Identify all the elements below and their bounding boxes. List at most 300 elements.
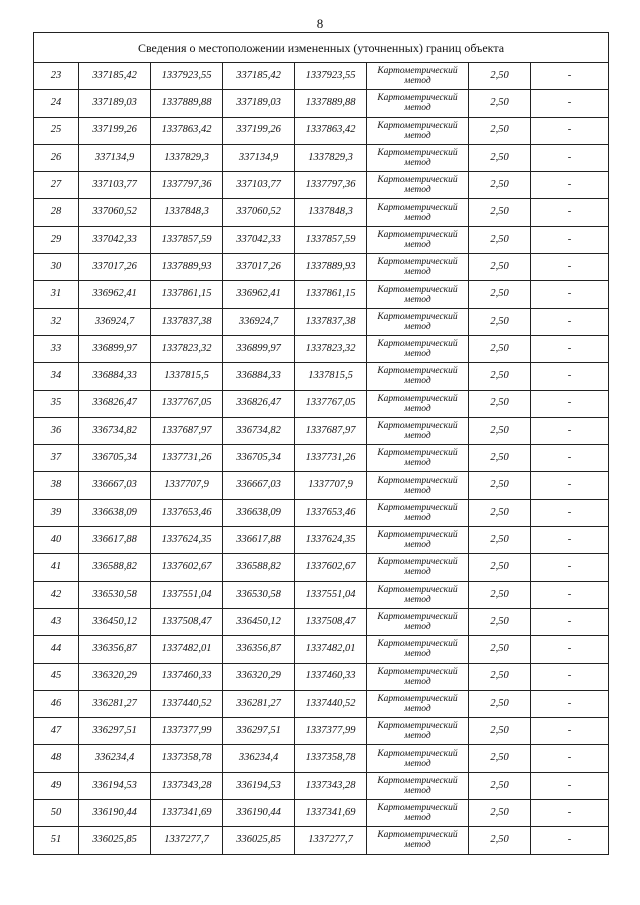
existing-x-cell: 336530,58 [79, 581, 151, 608]
description-cell: - [531, 390, 609, 417]
description-cell: - [531, 417, 609, 444]
existing-y-cell: 1337923,55 [151, 63, 223, 90]
new-x-cell: 337042,33 [223, 226, 295, 253]
method-line-1: Картометрический [377, 830, 458, 841]
accuracy-cell: 2,50 [469, 636, 531, 663]
existing-x-cell: 337042,33 [79, 226, 151, 253]
existing-y-cell: 1337377,99 [151, 718, 223, 745]
accuracy-cell: 2,50 [469, 827, 531, 854]
existing-y-cell: 1337602,67 [151, 554, 223, 581]
method-line-2: метод [404, 267, 431, 278]
accuracy-cell: 2,50 [469, 363, 531, 390]
table-row [34, 718, 609, 745]
method-line-2: метод [404, 703, 431, 714]
accuracy-cell: 2,50 [469, 199, 531, 226]
point-number-cell: 26 [34, 144, 79, 171]
new-y-cell: 1337687,97 [295, 417, 367, 444]
new-y-cell: 1337602,67 [295, 554, 367, 581]
accuracy-cell: 2,50 [469, 90, 531, 117]
point-number-cell: 43 [34, 608, 79, 635]
new-x-cell: 337185,42 [223, 63, 295, 90]
table-row [34, 445, 609, 472]
new-y-cell: 1337482,01 [295, 636, 367, 663]
accuracy-cell: 2,50 [469, 308, 531, 335]
accuracy-cell: 2,50 [469, 718, 531, 745]
existing-y-cell: 1337440,52 [151, 690, 223, 717]
existing-y-cell: 1337460,33 [151, 663, 223, 690]
method-cell [367, 745, 469, 772]
description-cell: - [531, 772, 609, 799]
existing-y-cell: 1337857,59 [151, 226, 223, 253]
table-row [34, 281, 609, 308]
new-x-cell: 336667,03 [223, 472, 295, 499]
description-cell: - [531, 363, 609, 390]
existing-x-cell: 336826,47 [79, 390, 151, 417]
point-number-cell: 27 [34, 172, 79, 199]
description-cell: - [531, 581, 609, 608]
point-number-cell: 42 [34, 581, 79, 608]
table-row [34, 581, 609, 608]
description-cell: - [531, 199, 609, 226]
new-y-cell: 1337848,3 [295, 199, 367, 226]
existing-x-cell: 336588,82 [79, 554, 151, 581]
existing-x-cell: 337199,26 [79, 117, 151, 144]
existing-y-cell: 1337508,47 [151, 608, 223, 635]
new-y-cell: 1337358,78 [295, 745, 367, 772]
table-row [34, 499, 609, 526]
existing-y-cell: 1337343,28 [151, 772, 223, 799]
method-line-1: Картометрический [377, 639, 458, 650]
new-x-cell: 337199,26 [223, 117, 295, 144]
new-y-cell: 1337889,93 [295, 254, 367, 281]
point-number-cell: 51 [34, 827, 79, 854]
table-row [34, 690, 609, 717]
new-x-cell: 336899,97 [223, 335, 295, 362]
existing-y-cell: 1337837,38 [151, 308, 223, 335]
new-y-cell: 1337797,36 [295, 172, 367, 199]
new-x-cell: 336356,87 [223, 636, 295, 663]
new-x-cell: 337017,26 [223, 254, 295, 281]
table-row [34, 800, 609, 827]
existing-x-cell: 336450,12 [79, 608, 151, 635]
accuracy-cell: 2,50 [469, 527, 531, 554]
accuracy-cell: 2,50 [469, 581, 531, 608]
method-line-2: метод [404, 649, 431, 660]
new-x-cell: 336320,29 [223, 663, 295, 690]
method-line-1: Картометрический [377, 284, 458, 295]
method-line-1: Картометрический [377, 693, 458, 704]
accuracy-cell: 2,50 [469, 254, 531, 281]
existing-y-cell: 1337861,15 [151, 281, 223, 308]
method-line-1: Картометрический [377, 229, 458, 240]
accuracy-cell: 2,50 [469, 663, 531, 690]
method-cell [367, 800, 469, 827]
new-y-cell: 1337551,04 [295, 581, 367, 608]
new-x-cell: 336588,82 [223, 554, 295, 581]
method-line-2: метод [404, 403, 431, 414]
table-row [34, 417, 609, 444]
table-title: Сведения о местоположении измененных (уточненных) границ объекта [34, 33, 609, 63]
existing-y-cell: 1337767,05 [151, 390, 223, 417]
existing-x-cell: 336297,51 [79, 718, 151, 745]
existing-x-cell: 337185,42 [79, 63, 151, 90]
method-line-1: Картометрический [377, 721, 458, 732]
method-cell [367, 581, 469, 608]
existing-x-cell: 336356,87 [79, 636, 151, 663]
description-cell: - [531, 445, 609, 472]
accuracy-cell: 2,50 [469, 472, 531, 499]
description-cell: - [531, 308, 609, 335]
existing-x-cell: 336190,44 [79, 800, 151, 827]
new-y-cell: 1337767,05 [295, 390, 367, 417]
method-cell [367, 499, 469, 526]
method-line-1: Картометрический [377, 530, 458, 541]
method-line-2: метод [404, 785, 431, 796]
description-cell: - [531, 636, 609, 663]
table-title-row [34, 33, 609, 63]
new-x-cell: 336826,47 [223, 390, 295, 417]
method-cell [367, 144, 469, 171]
new-y-cell: 1337823,32 [295, 335, 367, 362]
method-line-1: Картометрический [377, 666, 458, 677]
method-line-1: Картометрический [377, 66, 458, 77]
existing-y-cell: 1337889,88 [151, 90, 223, 117]
existing-x-cell: 336884,33 [79, 363, 151, 390]
method-cell [367, 281, 469, 308]
table-row [34, 608, 609, 635]
method-line-2: метод [404, 485, 431, 496]
method-cell [367, 608, 469, 635]
description-cell: - [531, 144, 609, 171]
description-cell: - [531, 472, 609, 499]
method-line-2: метод [404, 103, 431, 114]
new-x-cell: 336705,34 [223, 445, 295, 472]
table-row [34, 90, 609, 117]
table-row [34, 308, 609, 335]
description-cell: - [531, 663, 609, 690]
point-number-cell: 36 [34, 417, 79, 444]
accuracy-cell: 2,50 [469, 800, 531, 827]
description-cell: - [531, 527, 609, 554]
existing-y-cell: 1337653,46 [151, 499, 223, 526]
point-number-cell: 33 [34, 335, 79, 362]
method-cell [367, 90, 469, 117]
method-cell [367, 690, 469, 717]
new-x-cell: 336617,88 [223, 527, 295, 554]
description-cell: - [531, 226, 609, 253]
method-line-1: Картометрический [377, 257, 458, 268]
existing-x-cell: 336025,85 [79, 827, 151, 854]
new-y-cell: 1337377,99 [295, 718, 367, 745]
new-y-cell: 1337857,59 [295, 226, 367, 253]
existing-y-cell: 1337707,9 [151, 472, 223, 499]
new-y-cell: 1337861,15 [295, 281, 367, 308]
point-number-cell: 40 [34, 527, 79, 554]
method-line-1: Картометрический [377, 311, 458, 322]
table-row [34, 144, 609, 171]
method-cell [367, 199, 469, 226]
table-row [34, 745, 609, 772]
accuracy-cell: 2,50 [469, 417, 531, 444]
method-cell [367, 390, 469, 417]
existing-x-cell: 336320,29 [79, 663, 151, 690]
existing-y-cell: 1337823,32 [151, 335, 223, 362]
accuracy-cell: 2,50 [469, 499, 531, 526]
table-row [34, 663, 609, 690]
new-x-cell: 336190,44 [223, 800, 295, 827]
new-y-cell: 1337837,38 [295, 308, 367, 335]
table-row [34, 117, 609, 144]
method-line-2: метод [404, 758, 431, 769]
description-cell: - [531, 335, 609, 362]
new-y-cell: 1337829,3 [295, 144, 367, 171]
point-number-cell: 32 [34, 308, 79, 335]
point-number-cell: 45 [34, 663, 79, 690]
existing-x-cell: 336899,97 [79, 335, 151, 362]
point-number-cell: 23 [34, 63, 79, 90]
table-row [34, 335, 609, 362]
description-cell: - [531, 117, 609, 144]
table-row [34, 772, 609, 799]
table-row [34, 527, 609, 554]
new-y-cell: 1337815,5 [295, 363, 367, 390]
method-cell [367, 554, 469, 581]
new-y-cell: 1337508,47 [295, 608, 367, 635]
method-cell [367, 117, 469, 144]
new-y-cell: 1337923,55 [295, 63, 367, 90]
method-line-1: Картометрический [377, 202, 458, 213]
method-line-1: Картометрический [377, 557, 458, 568]
new-x-cell: 336234,4 [223, 745, 295, 772]
description-cell: - [531, 63, 609, 90]
point-number-cell: 35 [34, 390, 79, 417]
existing-y-cell: 1337829,3 [151, 144, 223, 171]
method-line-1: Картометрический [377, 748, 458, 759]
existing-y-cell: 1337848,3 [151, 199, 223, 226]
method-line-1: Картометрический [377, 175, 458, 186]
new-y-cell: 1337440,52 [295, 690, 367, 717]
point-number-cell: 37 [34, 445, 79, 472]
new-y-cell: 1337624,35 [295, 527, 367, 554]
existing-x-cell: 337189,03 [79, 90, 151, 117]
point-number-cell: 39 [34, 499, 79, 526]
method-cell [367, 636, 469, 663]
point-number-cell: 31 [34, 281, 79, 308]
method-cell [367, 363, 469, 390]
accuracy-cell: 2,50 [469, 445, 531, 472]
method-line-2: метод [404, 158, 431, 169]
method-line-2: метод [404, 76, 431, 87]
method-line-2: метод [404, 813, 431, 824]
accuracy-cell: 2,50 [469, 690, 531, 717]
table-row [34, 827, 609, 854]
existing-y-cell: 1337797,36 [151, 172, 223, 199]
point-number-cell: 25 [34, 117, 79, 144]
method-cell [367, 308, 469, 335]
method-line-1: Картометрический [377, 93, 458, 104]
method-line-1: Картометрический [377, 502, 458, 513]
accuracy-cell: 2,50 [469, 281, 531, 308]
method-cell [367, 335, 469, 362]
existing-y-cell: 1337482,01 [151, 636, 223, 663]
new-y-cell: 1337343,28 [295, 772, 367, 799]
new-x-cell: 336025,85 [223, 827, 295, 854]
description-cell: - [531, 745, 609, 772]
existing-x-cell: 336638,09 [79, 499, 151, 526]
method-line-2: метод [404, 731, 431, 742]
existing-y-cell: 1337551,04 [151, 581, 223, 608]
method-line-1: Картометрический [377, 803, 458, 814]
point-number-cell: 29 [34, 226, 79, 253]
new-x-cell: 336734,82 [223, 417, 295, 444]
table-row [34, 199, 609, 226]
existing-y-cell: 1337277,7 [151, 827, 223, 854]
point-number-cell: 28 [34, 199, 79, 226]
description-cell: - [531, 800, 609, 827]
method-line-2: метод [404, 567, 431, 578]
new-x-cell: 336962,41 [223, 281, 295, 308]
method-line-1: Картометрический [377, 775, 458, 786]
description-cell: - [531, 90, 609, 117]
existing-x-cell: 336281,27 [79, 690, 151, 717]
point-number-cell: 49 [34, 772, 79, 799]
new-y-cell: 1337653,46 [295, 499, 367, 526]
new-x-cell: 336638,09 [223, 499, 295, 526]
method-cell [367, 445, 469, 472]
table-row [34, 63, 609, 90]
point-number-cell: 34 [34, 363, 79, 390]
table-row [34, 472, 609, 499]
method-line-2: метод [404, 294, 431, 305]
new-x-cell: 337060,52 [223, 199, 295, 226]
method-line-2: метод [404, 431, 431, 441]
table-row [34, 390, 609, 417]
method-line-1: Картометрический [377, 339, 458, 350]
new-x-cell: 337189,03 [223, 90, 295, 117]
new-x-cell: 336194,53 [223, 772, 295, 799]
method-line-1: Картометрический [377, 475, 458, 486]
method-cell [367, 663, 469, 690]
description-cell: - [531, 254, 609, 281]
method-line-1: Картометрический [377, 448, 458, 459]
method-cell [367, 527, 469, 554]
point-number-cell: 38 [34, 472, 79, 499]
existing-y-cell: 1337815,5 [151, 363, 223, 390]
method-line-1: Картометрический [377, 366, 458, 377]
method-line-1: Картометрический [377, 584, 458, 595]
point-number-cell: 47 [34, 718, 79, 745]
table-row [34, 636, 609, 663]
method-cell [367, 226, 469, 253]
method-cell [367, 718, 469, 745]
new-y-cell: 1337889,88 [295, 90, 367, 117]
table-row [34, 554, 609, 581]
accuracy-cell: 2,50 [469, 608, 531, 635]
description-cell: - [531, 554, 609, 581]
table-row [34, 254, 609, 281]
method-cell [367, 827, 469, 854]
existing-y-cell: 1337687,97 [151, 417, 223, 444]
description-cell: - [531, 718, 609, 745]
accuracy-cell: 2,50 [469, 63, 531, 90]
existing-x-cell: 336962,41 [79, 281, 151, 308]
method-line-2: метод [404, 376, 431, 387]
table-row [34, 363, 609, 390]
description-cell: - [531, 499, 609, 526]
existing-x-cell: 336234,4 [79, 745, 151, 772]
accuracy-cell: 2,50 [469, 144, 531, 171]
method-line-2: метод [404, 321, 431, 332]
new-y-cell: 1337277,7 [295, 827, 367, 854]
existing-y-cell: 1337358,78 [151, 745, 223, 772]
description-cell: - [531, 690, 609, 717]
existing-x-cell: 337017,26 [79, 254, 151, 281]
existing-x-cell: 336734,82 [79, 417, 151, 444]
point-number-cell: 50 [34, 800, 79, 827]
new-y-cell: 1337707,9 [295, 472, 367, 499]
existing-x-cell: 336705,34 [79, 445, 151, 472]
method-line-2: метод [404, 840, 431, 851]
existing-y-cell: 1337889,93 [151, 254, 223, 281]
method-line-2: метод [404, 512, 431, 523]
new-y-cell: 1337341,69 [295, 800, 367, 827]
accuracy-cell: 2,50 [469, 554, 531, 581]
boundary-coordinates-table [33, 32, 609, 855]
new-x-cell: 336884,33 [223, 363, 295, 390]
description-cell: - [531, 281, 609, 308]
existing-y-cell: 1337341,69 [151, 800, 223, 827]
point-number-cell: 44 [34, 636, 79, 663]
new-x-cell: 336450,12 [223, 608, 295, 635]
new-x-cell: 337134,9 [223, 144, 295, 171]
point-number-cell: 41 [34, 554, 79, 581]
method-cell [367, 472, 469, 499]
new-x-cell: 336530,58 [223, 581, 295, 608]
new-y-cell: 1337731,26 [295, 445, 367, 472]
point-number-cell: 30 [34, 254, 79, 281]
method-cell [367, 417, 469, 444]
new-x-cell: 336281,27 [223, 690, 295, 717]
description-cell: - [531, 827, 609, 854]
method-cell [367, 63, 469, 90]
table-row [34, 226, 609, 253]
accuracy-cell: 2,50 [469, 772, 531, 799]
new-x-cell: 337103,77 [223, 172, 295, 199]
new-x-cell: 336924,7 [223, 308, 295, 335]
point-number-cell: 46 [34, 690, 79, 717]
existing-y-cell: 1337863,42 [151, 117, 223, 144]
point-number-cell: 24 [34, 90, 79, 117]
existing-x-cell: 336194,53 [79, 772, 151, 799]
existing-x-cell: 336667,03 [79, 472, 151, 499]
existing-x-cell: 336924,7 [79, 308, 151, 335]
point-number-cell: 48 [34, 745, 79, 772]
description-cell: - [531, 172, 609, 199]
method-line-2: метод [404, 594, 431, 605]
method-line-2: метод [404, 540, 431, 551]
existing-x-cell: 337060,52 [79, 199, 151, 226]
existing-x-cell: 336617,88 [79, 527, 151, 554]
new-y-cell: 1337460,33 [295, 663, 367, 690]
accuracy-cell: 2,50 [469, 226, 531, 253]
accuracy-cell: 2,50 [469, 745, 531, 772]
existing-y-cell: 1337731,26 [151, 445, 223, 472]
method-line-2: метод [404, 676, 431, 687]
method-line-1: Картометрический [377, 421, 458, 431]
method-line-2: метод [404, 212, 431, 223]
existing-y-cell: 1337624,35 [151, 527, 223, 554]
method-line-2: метод [404, 349, 431, 360]
